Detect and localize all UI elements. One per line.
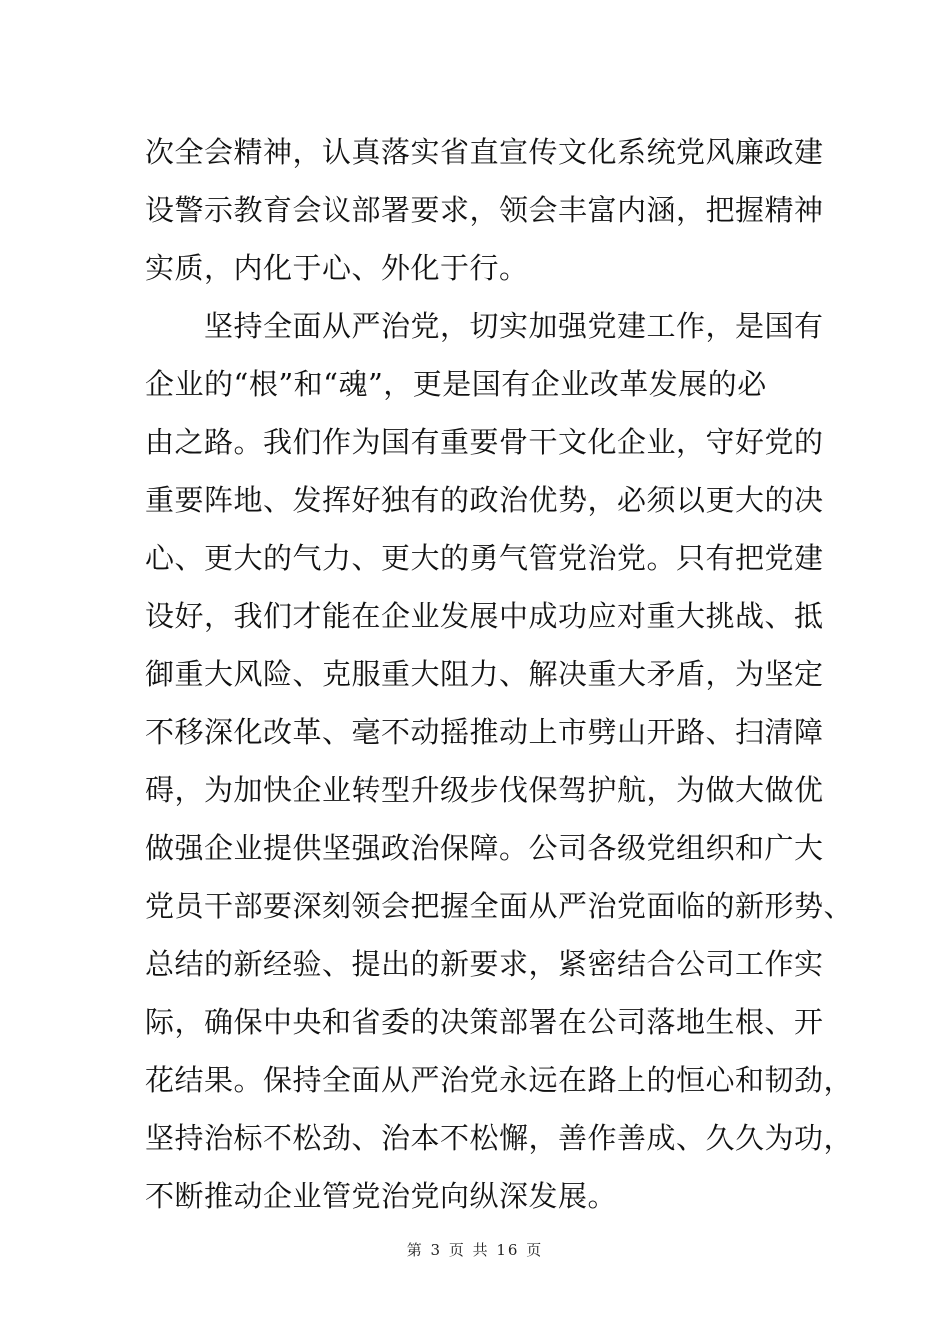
text-line: 不移深化改革、毫不动摇推动上市劈山开路、扫清障 (145, 715, 824, 749)
text-line: 由之路。我们作为国有重要骨干文化企业，守好党的 (145, 425, 824, 459)
text-line: 重要阵地、发挥好独有的政治优势，必须以更大的决 (145, 483, 824, 517)
text-line: 设好，我们才能在企业发展中成功应对重大挑战、抵 (145, 599, 824, 633)
text-line: 坚持全面从严治党，切实加强党建工作，是国有 (145, 309, 824, 343)
text-line: 党员干部要深刻领会把握全面从严治党面临的新形势、 (145, 889, 854, 923)
text-line: 不断推动企业管党治党向纵深发展。 (145, 1179, 618, 1213)
text-line: 碍，为加快企业转型升级步伐保驾护航，为做大做优 (145, 773, 824, 807)
text-line: 御重大风险、克服重大阻力、解决重大矛盾，为坚定 (145, 657, 824, 691)
text-line: 际，确保中央和省委的决策部署在公司落地生根、开 (145, 1005, 824, 1039)
text-line: 总结的新经验、提出的新要求，紧密结合公司工作实 (145, 947, 824, 981)
text-line: 次全会精神，认真落实省直宣传文化系统党风廉政建 (145, 135, 824, 169)
text-line: 做强企业提供坚强政治保障。公司各级党组织和广大 (145, 831, 824, 865)
text-line: 坚持治标不松劲、治本不松懈，善作善成、久久为功， (145, 1121, 854, 1155)
page-number-footer: 第 3 页 共 16 页 (406, 1241, 544, 1259)
text-line: 实质，内化于心、外化于行。 (145, 251, 529, 285)
text-line: 花结果。保持全面从严治党永远在路上的恒心和韧劲， (145, 1063, 854, 1097)
text-line: 心、更大的气力、更大的勇气管党治党。只有把党建 (145, 541, 824, 575)
text-line: 设警示教育会议部署要求，领会丰富内涵，把握精神 (145, 193, 824, 227)
text-line: 企业的“根”和“魂”，更是国有企业改革发展的必 (145, 367, 767, 401)
